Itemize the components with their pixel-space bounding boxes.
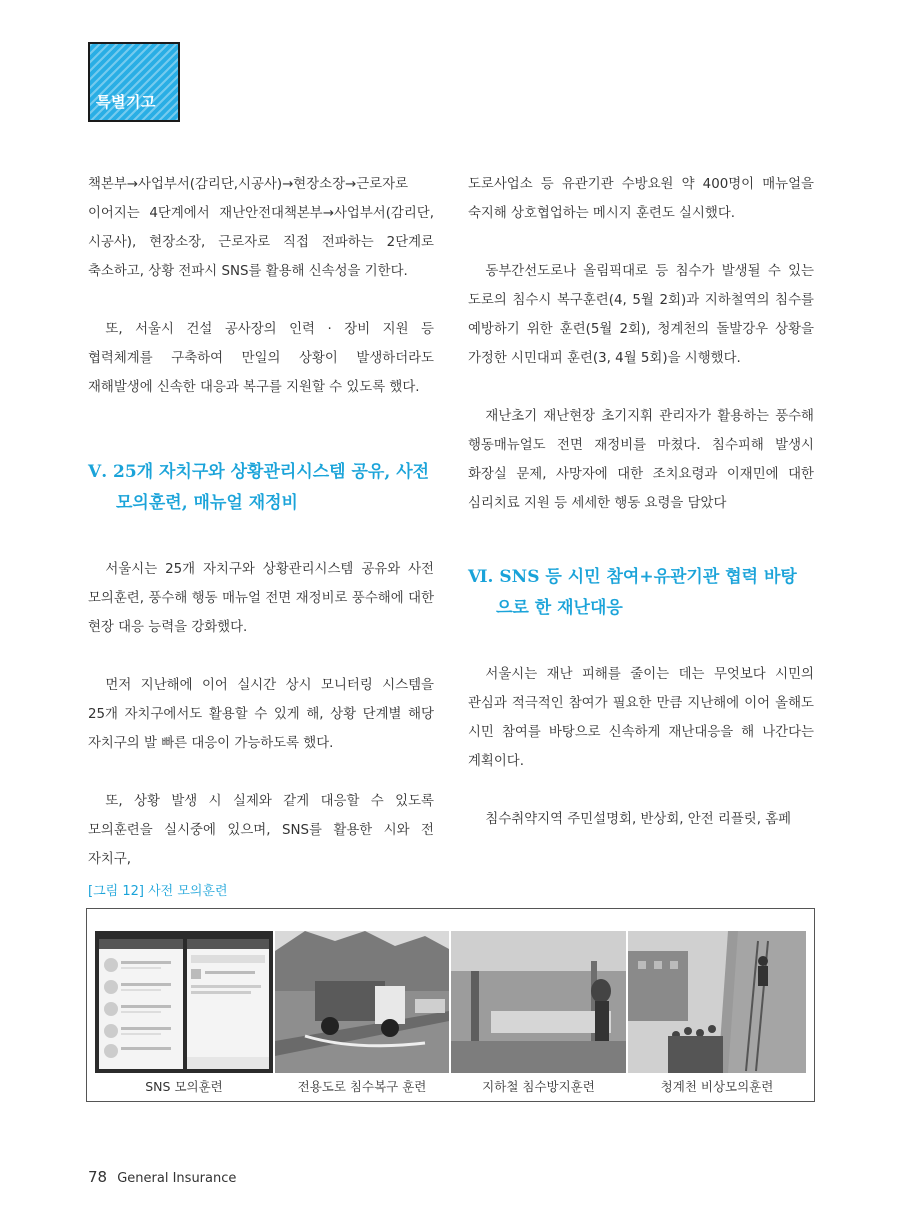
left-column: [88, 170, 434, 874]
paragraph: 재난초기 재난현장 초기지휘 관리자가 활용하는 풍수해 행동매뉴얼도 전면 재정비를 마쳤다. 침수피해 발생시 화장실 문제, 사망자에 대한 조치요령과 이재민에 대한 심리치료 지원 등 세세한 행동 요령을 담았다: [468, 409, 814, 511]
right-column: [468, 170, 814, 834]
stream-photo-graphic: [628, 931, 806, 1073]
paragraph: 책본부→사업부서(감리단,시공사)→현장소장→근로자로 이어지는 4단계에서 재난안전대책본부→사업부서(감리단, 시공사), 현장소장, 근로자로 직접 전파하는 2단계로 축소하고, 상황 전파시 SNS를 활용해 신속성을 기한다.: [88, 177, 434, 279]
section-badge-label: 특별기고: [96, 93, 156, 111]
section-heading-5: [88, 457, 434, 519]
photo-subway-flood-drill: [451, 931, 626, 1073]
page-number: 78: [88, 1168, 108, 1186]
heading-line-1: 25개 자치구와 상황관리시스템 공유, 사전: [113, 462, 430, 482]
photo-label: 전용도로 침수복구 훈련: [297, 1079, 427, 1094]
heading-number: Ⅴ.: [88, 462, 108, 482]
photo-cheonggyecheon-drill: [628, 931, 806, 1073]
section-badge: [88, 42, 180, 122]
paragraph: 먼저 지난해에 이어 실시간 상시 모니터링 시스템을 25개 자치구에서도 활용할 수 있게 해, 상황 단계별 해당 자치구의 발 빠른 대응이 가능하도록 했다.: [88, 678, 434, 751]
paragraph: 침수취약지역 주민설명회, 반상회, 안전 리플릿, 홈페: [485, 812, 792, 827]
paragraph: 도로사업소 등 유관기관 수방요원 약 400명이 매뉴얼을 숙지해 상호협업하는 메시지 훈련도 실시했다.: [468, 177, 814, 221]
heading-line-2: 모의훈련, 매뉴얼 재정비: [116, 493, 298, 513]
page-footer: [88, 1168, 236, 1186]
photo-sns-drill: [95, 931, 273, 1073]
road-photo-graphic: [275, 931, 449, 1073]
heading-line-1: SNS 등 시민 참여+유관기관 협력 바탕: [499, 567, 797, 587]
figure-box: [86, 908, 815, 1102]
paragraph: 서울시는 재난 피해를 줄이는 데는 무엇보다 시민의 관심과 적극적인 참여가 필요한 만큼 지난해에 이어 올해도 시민 참여를 바탕으로 신속하게 재난대응을 해 나간다는 계획이다.: [468, 667, 814, 769]
photo-label: 청계천 비상모의훈련: [660, 1079, 774, 1094]
phone-screen-graphic: [95, 931, 273, 1073]
paragraph: 동부간선도로나 올림픽대로 등 침수가 발생될 수 있는 도로의 침수시 복구훈련(4, 5월 2회)과 지하철역의 침수를 예방하기 위한 훈련(5월 2회), 청계천의 돌발강우 상황을 가정한 시민대피 훈련(3, 4월 5회)을 시행했다.: [468, 264, 814, 366]
figure-caption: [그림 12] 사전 모의훈련: [88, 884, 228, 899]
subway-photo-graphic: [451, 931, 626, 1073]
photo-label: 지하철 침수방지훈련: [482, 1079, 595, 1094]
paragraph: 서울시는 25개 자치구와 상황관리시스템 공유와 사전 모의훈련, 풍수해 행동 매뉴얼 전면 재정비로 풍수해에 대한 현장 대응 능력을 강화했다.: [88, 562, 434, 635]
photo-road-recovery-drill: [275, 931, 449, 1073]
publication-name: General Insurance: [117, 1171, 237, 1186]
paragraph: 또, 상황 발생 시 실제와 같게 대응할 수 있도록 모의훈련을 실시중에 있으며, SNS를 활용한 시와 전 자치구,: [88, 794, 434, 867]
section-heading-6: [468, 562, 814, 624]
heading-line-2: 으로 한 재난대응: [496, 598, 623, 618]
paragraph: 또, 서울시 건설 공사장의 인력 · 장비 지원 등 협력체계를 구축하여 만일의 상황이 발생하더라도 재해발생에 신속한 대응과 복구를 지원할 수 있도록 했다.: [88, 322, 434, 395]
photo-label: SNS 모의훈련: [145, 1079, 223, 1094]
heading-number: Ⅵ.: [468, 567, 494, 587]
